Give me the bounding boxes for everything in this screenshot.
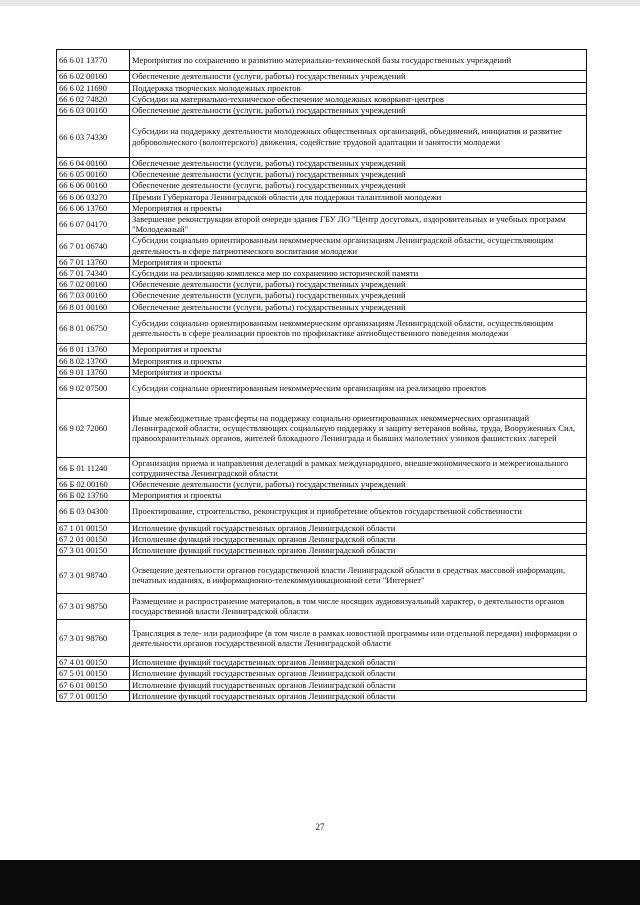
description-cell: Обеспечение деятельности (услуги, работы) государственных учреждений [130, 105, 587, 116]
budget-code-cell: 66 Б 03 04300 [57, 501, 130, 522]
budget-codes-table [56, 49, 587, 702]
table-row [57, 399, 587, 457]
description-cell: Проектирование, строительство, реконструкция и приобретение объектов государственной собственности [130, 501, 587, 522]
table-row [57, 116, 587, 158]
table-row [57, 301, 587, 312]
budget-code-cell: 67 3 01 98760 [57, 619, 130, 657]
table-row [57, 93, 587, 104]
table-row [57, 290, 587, 301]
description-cell: Исполнение функций государственных органов Ленинградской области [130, 679, 587, 690]
budget-code-cell: 66 7 03 00160 [57, 290, 130, 301]
description-cell: Иные межбюджетные трансферты на поддержку социально ориентированных некоммерческих организаций Ленинградской области, осуществляющих социальную поддержку и защиту ветеранов войны, труда, Вооруженных Сил, правоохранительных органов, жителей блокадного Ленинграда и бывших малолетних узников фашистских лагерей [130, 399, 587, 457]
description-cell: Размещение и распространение материалов, в том числе носящих аудиовизуальный характер, о деятельности органов государственной власти Ленинградской области [130, 594, 587, 619]
budget-codes-body [57, 50, 587, 702]
budget-code-cell: 66 9 02 07500 [57, 378, 130, 399]
budget-code-cell: 67 2 01 00150 [57, 533, 130, 544]
description-cell: Субсидии на материально-техническое обеспечение молодежных коворкинг-центров [130, 93, 587, 104]
table-row [57, 668, 587, 679]
table-row [57, 214, 587, 235]
budget-code-cell: 66 Б 02 13760 [57, 490, 130, 501]
budget-code-cell: 66 6 07 04170 [57, 214, 130, 235]
table-row [57, 378, 587, 399]
scan-top-edge [0, 0, 640, 6]
budget-code-cell: 67 7 01 00150 [57, 690, 130, 701]
budget-code-cell: 66 7 01 13760 [57, 256, 130, 267]
budget-code-cell: 66 6 02 11690 [57, 82, 130, 93]
description-cell: Обеспечение деятельности (услуги, работы) государственных учреждений [130, 478, 587, 489]
budget-code-cell: 66 6 06 03270 [57, 191, 130, 202]
description-cell: Обеспечение деятельности (услуги, работы) государственных учреждений [130, 301, 587, 312]
description-cell: Обеспечение деятельности (услуги, работы) государственных учреждений [130, 180, 587, 191]
description-cell: Исполнение функций государственных органов Ленинградской области [130, 668, 587, 679]
table-row [57, 256, 587, 267]
table-row [57, 657, 587, 668]
budget-code-cell: 67 3 01 98740 [57, 556, 130, 594]
table-row [57, 556, 587, 594]
description-cell: Мероприятия и проекты [130, 355, 587, 366]
page-number: 27 [315, 822, 325, 832]
budget-code-cell: 66 7 02 00160 [57, 279, 130, 290]
table-row [57, 105, 587, 116]
description-cell: Организация приема и направления делегаций в рамках международного, внешнеэкономического и межрегионального сотрудничества Ленинградской области [130, 457, 587, 478]
budget-code-cell: 66 7 01 74340 [57, 268, 130, 279]
budget-code-cell: 67 6 01 00150 [57, 679, 130, 690]
description-cell: Обеспечение деятельности (услуги, работы) государственных учреждений [130, 169, 587, 180]
description-cell: Мероприятия и проекты [130, 256, 587, 267]
budget-code-cell: 66 9 02 72060 [57, 399, 130, 457]
description-cell: Трансляция в теле- или радиоэфире (в том числе в рамках новостной программы или отдельной передачи) информации о деятельности органов государственной власти Ленинградской области [130, 619, 587, 657]
table-row [57, 457, 587, 478]
table-row [57, 679, 587, 690]
description-cell: Премии Губернатора Ленинградской области для поддержки талантливой молодежи [130, 191, 587, 202]
budget-code-cell: 66 6 06 13760 [57, 202, 130, 213]
budget-code-cell: 66 7 01 06740 [57, 235, 130, 256]
budget-code-cell: 66 6 01 13770 [57, 50, 130, 71]
budget-code-cell: 66 6 03 00160 [57, 105, 130, 116]
table-row [57, 71, 587, 82]
description-cell: Завершение реконструкции второй очереди здания ГБУ ЛО "Центр досуговых, оздоровительных и учебных программ "Молодежный" [130, 214, 587, 235]
table-row [57, 522, 587, 533]
description-cell: Освещение деятельности органов государственной власти Ленинградской области в средствах массовой информации, печатных изданиях, в информационно-телекоммуникационной сети "Интернет" [130, 556, 587, 594]
scan-bottom-border [0, 860, 640, 905]
table-row [57, 312, 587, 344]
table-row [57, 545, 587, 556]
description-cell: Исполнение функций государственных органов Ленинградской области [130, 533, 587, 544]
budget-code-cell: 66 Б 01 11240 [57, 457, 130, 478]
description-cell: Исполнение функций государственных органов Ленинградской области [130, 545, 587, 556]
description-cell: Исполнение функций государственных органов Ленинградской области [130, 522, 587, 533]
description-cell: Поддержка творческих молодежных проектов [130, 82, 587, 93]
description-cell: Субсидии социально ориентированным некоммерческим организациям Ленинградской области, осуществляющим деятельность в сфере реализации проектов по профилактике антиобщественного поведения молодежи [130, 312, 587, 344]
budget-code-cell: 66 6 06 00160 [57, 180, 130, 191]
budget-code-cell: 66 6 04 00160 [57, 158, 130, 169]
table-row [57, 619, 587, 657]
description-cell: Обеспечение деятельности (услуги, работы) государственных учреждений [130, 279, 587, 290]
table-row [57, 594, 587, 619]
budget-code-cell: 66 8 02 13760 [57, 355, 130, 366]
budget-code-cell: 66 6 02 74820 [57, 93, 130, 104]
description-cell: Субсидии на реализацию комплекса мер по сохранению исторической памяти [130, 268, 587, 279]
budget-code-cell: 66 9 01 13760 [57, 366, 130, 377]
table-row [57, 366, 587, 377]
description-cell: Мероприятия и проекты [130, 366, 587, 377]
budget-code-cell: 66 8 01 00160 [57, 301, 130, 312]
table-row [57, 355, 587, 366]
budget-code-cell: 67 3 01 98750 [57, 594, 130, 619]
description-cell: Мероприятия и проекты [130, 344, 587, 355]
table-row [57, 158, 587, 169]
description-cell: Мероприятия и проекты [130, 202, 587, 213]
table-row [57, 533, 587, 544]
description-cell: Мероприятия по сохранению и развитию материально-технической базы государственных учреждений [130, 50, 587, 71]
description-cell: Обеспечение деятельности (услуги, работы) государственных учреждений [130, 158, 587, 169]
table-row [57, 202, 587, 213]
table-row [57, 50, 587, 71]
table-row [57, 344, 587, 355]
table-row [57, 191, 587, 202]
budget-code-cell: 66 6 05 00160 [57, 169, 130, 180]
budget-code-cell: 66 6 02 00160 [57, 71, 130, 82]
budget-code-cell: 66 8 01 06750 [57, 312, 130, 344]
budget-code-cell: 67 3 01 00150 [57, 545, 130, 556]
description-cell: Субсидии социально ориентированным некоммерческим организациям Ленинградской области, осуществляющим деятельность в сфере патриотического воспитания молодежи [130, 235, 587, 256]
description-cell: Субсидии социально ориентированным некоммерческим организациям на реализацию проектов [130, 378, 587, 399]
description-cell: Исполнение функций государственных органов Ленинградской области [130, 690, 587, 701]
description-cell: Обеспечение деятельности (услуги, работы) государственных учреждений [130, 290, 587, 301]
budget-code-cell: 66 6 03 74330 [57, 116, 130, 158]
description-cell: Исполнение функций государственных органов Ленинградской области [130, 657, 587, 668]
budget-code-cell: 66 8 01 13760 [57, 344, 130, 355]
table-row [57, 490, 587, 501]
budget-code-cell: 66 Б 02 00160 [57, 478, 130, 489]
table-row [57, 235, 587, 256]
budget-code-cell: 67 4 01 00150 [57, 657, 130, 668]
table-row [57, 478, 587, 489]
description-cell: Мероприятия и проекты [130, 490, 587, 501]
table-row [57, 169, 587, 180]
table-row [57, 501, 587, 522]
budget-code-cell: 67 5 01 00150 [57, 668, 130, 679]
budget-code-cell: 67 1 01 00150 [57, 522, 130, 533]
table-row [57, 180, 587, 191]
table-row [57, 279, 587, 290]
table-row [57, 268, 587, 279]
description-cell: Обеспечение деятельности (услуги, работы) государственных учреждений [130, 71, 587, 82]
description-cell: Субсидии на поддержку деятельности молодежных общественных организаций, объединений, инициатив и развитие добровольческого (волонтерского) движения, содействие трудовой адаптации и занятости молодежи [130, 116, 587, 158]
table-row [57, 690, 587, 701]
table-row [57, 82, 587, 93]
